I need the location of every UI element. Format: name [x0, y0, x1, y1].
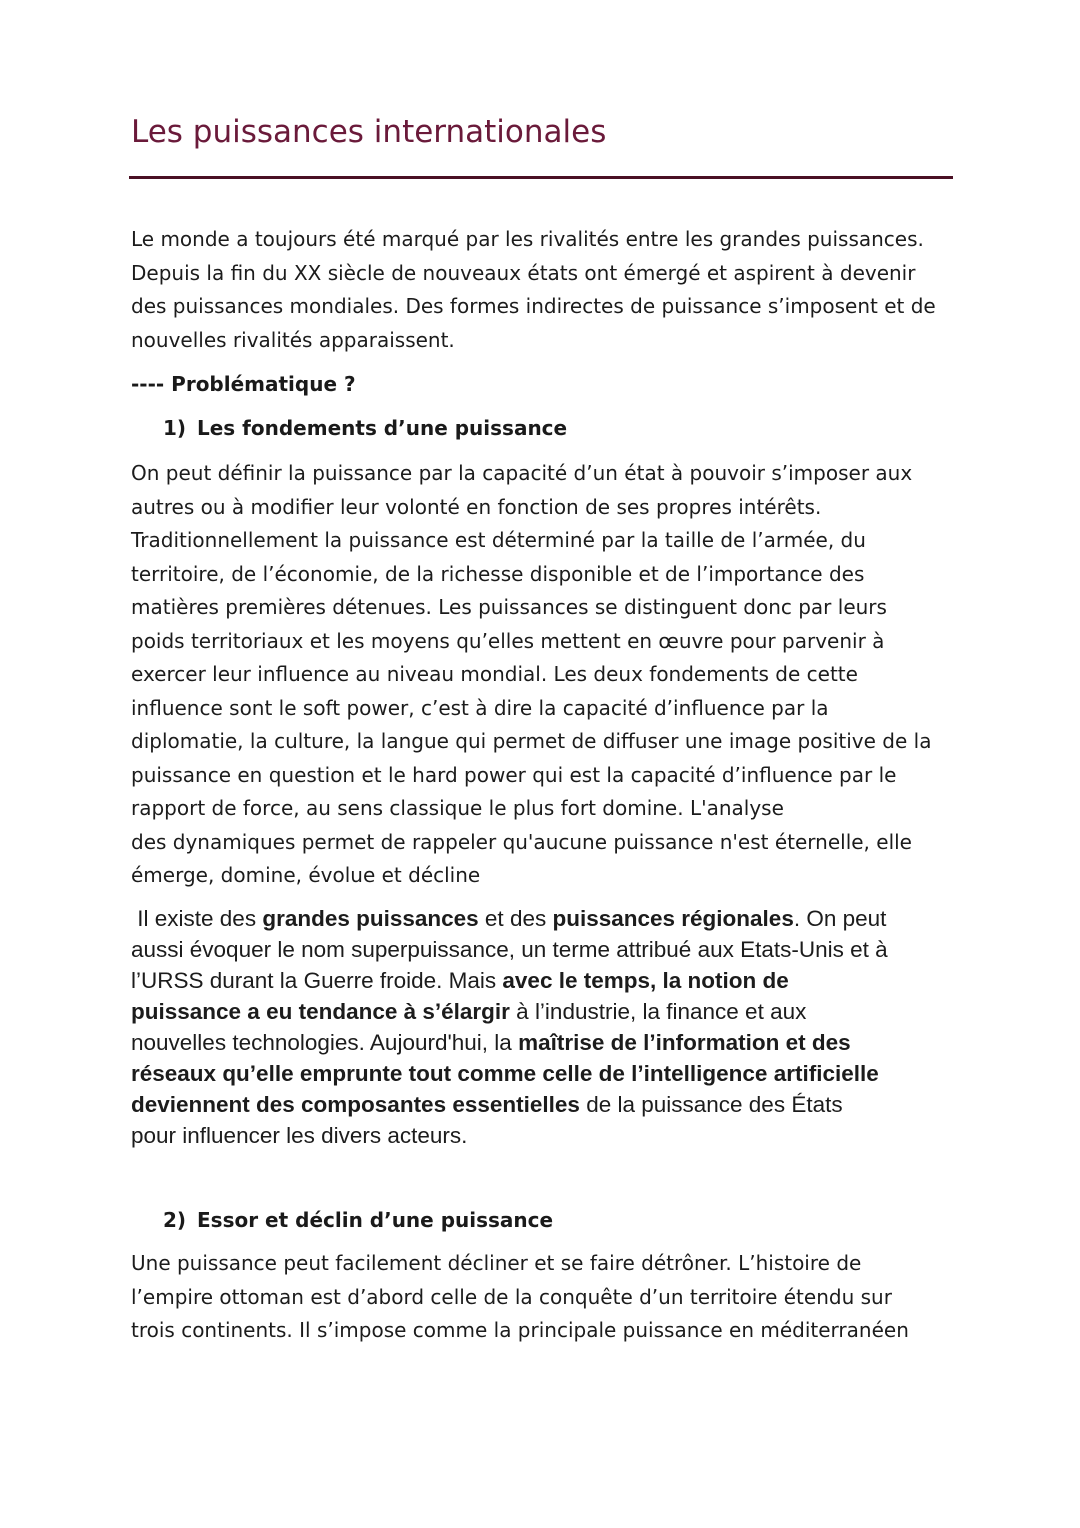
section-1-line: autres ou à modifier leur volonté en fonction de ses propres intérêts. — [131, 494, 822, 519]
section-1-heading — [163, 413, 567, 443]
text-run: et des — [478, 906, 553, 931]
section-1-line: des dynamiques permet de rappeler qu'aucune puissance n'est éternelle, elle — [131, 829, 912, 854]
text-run: Il existe des — [137, 906, 263, 931]
text-run: de la puissance des États — [579, 1092, 843, 1117]
p2-line — [131, 1089, 961, 1120]
bold-run: maîtrise de l’information et des — [518, 1030, 851, 1055]
intro-line: nouvelles rivalités apparaissent. — [131, 327, 455, 352]
text-run: . On peut — [793, 906, 887, 931]
section-2-paragraph — [131, 1247, 961, 1348]
p2-line — [131, 996, 961, 1027]
text-run: nouvelles technologies. Aujourd'hui, la — [131, 1030, 519, 1055]
section-1-line: Traditionnellement la puissance est déterminé par la taille de l’armée, du — [131, 528, 866, 552]
section-1-number: 1) — [163, 416, 187, 440]
section-1-line: exercer leur influence au niveau mondial. Les deux fondements de cette — [131, 662, 858, 686]
p2-line: aussi évoquer le nom superpuissance, un terme attribué aux Etats-Unis et à — [131, 937, 888, 962]
section-1-line: rapport de force, au sens classique le plus fort domine. L'analyse — [131, 796, 784, 820]
intro-line: des puissances mondiales. Des formes indirectes de puissance s’imposent et de — [131, 294, 936, 318]
section-1-line: poids territoriaux et les moyens qu’elles mettent en œuvre pour parvenir à — [131, 628, 885, 653]
bold-run: puissances régionales — [552, 906, 794, 931]
section-2-line: l’empire ottoman est d’abord celle de la conquête d’un territoire étendu sur — [131, 1284, 892, 1309]
section-1-paragraph-2 — [131, 903, 961, 1151]
section-2-line: Une puissance peut facilement décliner et se faire détrôner. L’histoire de — [131, 1251, 862, 1275]
intro-line: Le monde a toujours été marqué par les rivalités entre les grandes puissances. — [131, 227, 924, 251]
p2-line — [131, 1058, 961, 1089]
section-2-heading — [163, 1205, 553, 1235]
section-1-line: territoire, de l’économie, de la richesse disponible et de l’importance des — [131, 561, 865, 586]
p2-line: pour influencer les divers acteurs. — [131, 1123, 468, 1148]
bold-run: grandes puissances — [262, 906, 479, 931]
problematique-label: ---- Problématique ? — [131, 372, 356, 396]
intro-paragraph — [131, 223, 961, 357]
p2-line — [131, 1027, 961, 1058]
section-2-title: Essor et déclin d’une puissance — [197, 1208, 554, 1232]
page-title: Les puissances internationales — [131, 114, 607, 150]
section-1-line: influence sont le soft power, c’est à dire la capacité d’influence par la — [131, 695, 829, 720]
bold-run: deviennent des composantes essentielles — [131, 1092, 580, 1117]
bold-run: puissance a eu tendance à s’élargir — [131, 999, 510, 1024]
bold-run: avec le temps, la notion de — [502, 968, 789, 993]
section-1-paragraph — [131, 457, 961, 893]
bold-run: réseaux qu’elle emprunte tout comme celle de l’intelligence artificielle — [131, 1061, 879, 1086]
p2-line — [131, 965, 961, 996]
section-1-line: puissance en question et le hard power qui est la capacité d’influence par le — [131, 762, 897, 787]
text-run: l’URSS durant la Guerre froide. Mais — [131, 968, 503, 993]
title-divider — [129, 176, 953, 179]
section-1-line: matières premières détenues. Les puissances se distinguent donc par leurs — [131, 595, 887, 619]
section-1-line: diplomatie, la culture, la langue qui permet de diffuser une image positive de la — [131, 729, 932, 753]
section-1-title: Les fondements d’une puissance — [197, 416, 568, 440]
intro-line: Depuis la fin du XX siècle de nouveaux états ont émergé et aspirent à devenir — [131, 260, 916, 285]
section-2-number: 2) — [163, 1208, 187, 1232]
p2-line — [131, 903, 961, 934]
section-2-line: trois continents. Il s’impose comme la principale puissance en méditerranéen — [131, 1318, 909, 1342]
section-1-line: On peut définir la puissance par la capacité d’un état à pouvoir s’imposer aux — [131, 461, 913, 485]
text-run: à l’industrie, la finance et aux — [509, 999, 807, 1024]
section-1-line: émerge, domine, évolue et décline — [131, 863, 481, 887]
